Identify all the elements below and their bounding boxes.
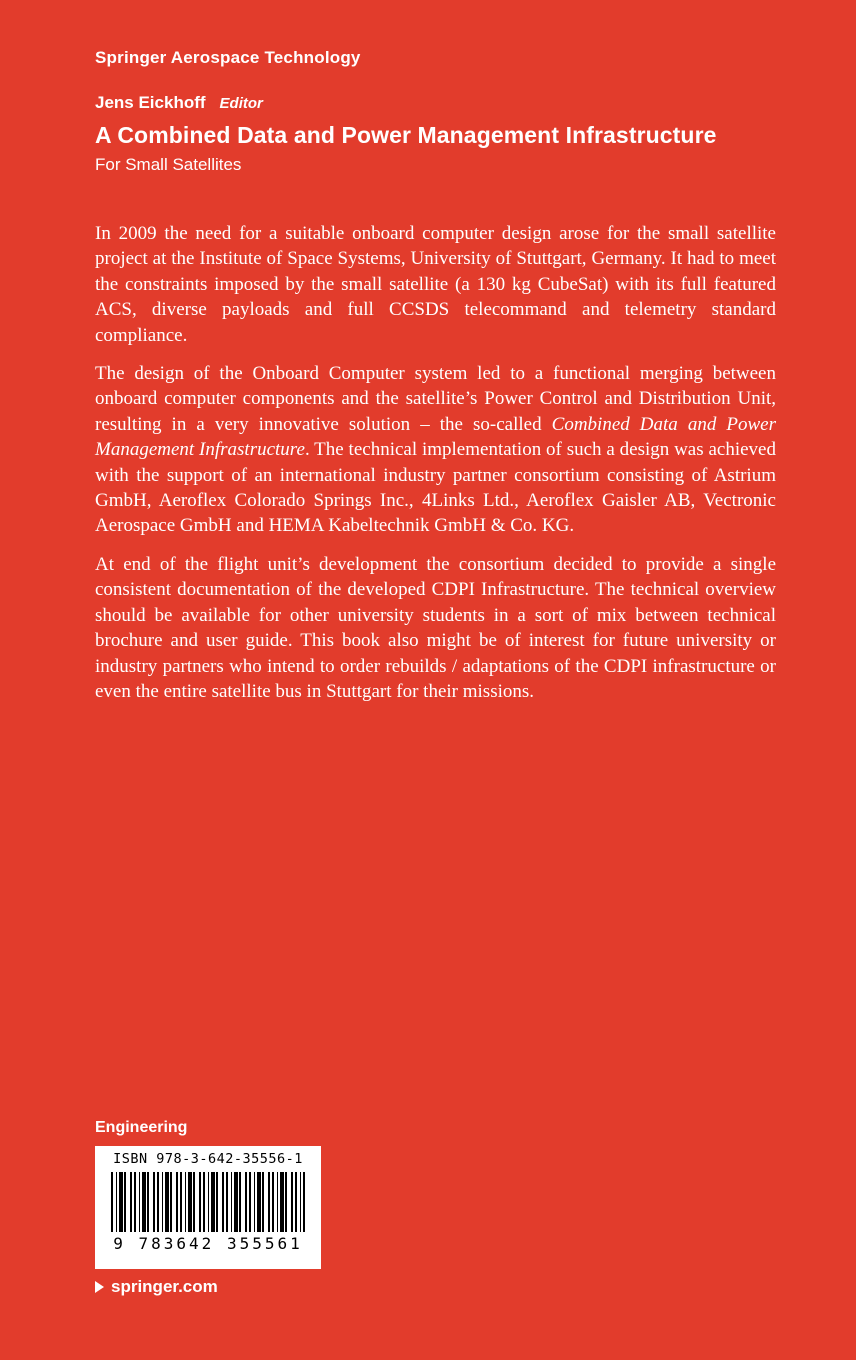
isbn-barcode-box — [95, 1146, 321, 1269]
editor-name: Jens Eickhoff — [95, 93, 206, 112]
book-title: A Combined Data and Power Management Infrastructure — [95, 122, 717, 148]
blurb-paragraph-3: At end of the flight unit’s development the consortium decided to provide a single consistent documentation of the developed CDPI Infrastructure. The technical overview should be available for other university students in a sort of mix between technical brochure and user guide. This book also might be of interest for future university or industry partners who intend to order rebuilds / adaptations of the CDPI infrastructure or even the entire satellite bus in Stuttgart for their missions. — [95, 553, 776, 702]
blurb-paragraph-2-text: The design of the Onboard Computer system led to a functional merging between onboard computer components and the satellite’s Power Control and Distribution Unit, resulting in a very innovative solution – the so-called — [95, 363, 776, 435]
publisher-url: springer.com — [111, 1277, 218, 1296]
arrow-right-icon — [95, 1281, 104, 1293]
editor-role: Editor — [219, 95, 263, 112]
subject-category: Engineering — [95, 1119, 188, 1136]
publisher-line — [95, 1277, 218, 1297]
blurb-paragraph-1: In 2009 the need for a suitable onboard computer design arose for the small satellite project at the Institute of Space Systems, University of Stuttgart, Germany. It had to meet the constraints imposed by the small satellite (a 130 kg CubeSat) with its full featured ACS, diverse payloads and full CCSDS telecommand and telemetry standard compliance. — [95, 223, 776, 346]
isbn-ean-number: 9 783642 355561 — [113, 1234, 303, 1253]
series-title: Springer Aerospace Technology — [95, 48, 361, 67]
isbn-label: ISBN 978-3-642-35556-1 — [113, 1151, 303, 1167]
blurb-paragraph-2-italic: Combined Data and Power Management Infrastructure — [95, 413, 777, 461]
blurb-paragraph-2 — [95, 361, 776, 539]
blurb-paragraph-2-text-end: . The technical implementation of such a design was achieved with the support of an international industry partner consortium consisting of Astrium GmbH, Aeroflex Colorado Springs Inc., 4Links Ltd., Aeroflex Gaisler AB, Vectronic Aerospace GmbH and HEMA Kabeltechnik GmbH & Co. KG. — [95, 439, 776, 537]
editor-line — [95, 93, 776, 113]
barcode-icon — [111, 1172, 305, 1232]
back-cover-blurb — [95, 221, 776, 704]
book-subtitle: For Small Satellites — [95, 155, 242, 174]
